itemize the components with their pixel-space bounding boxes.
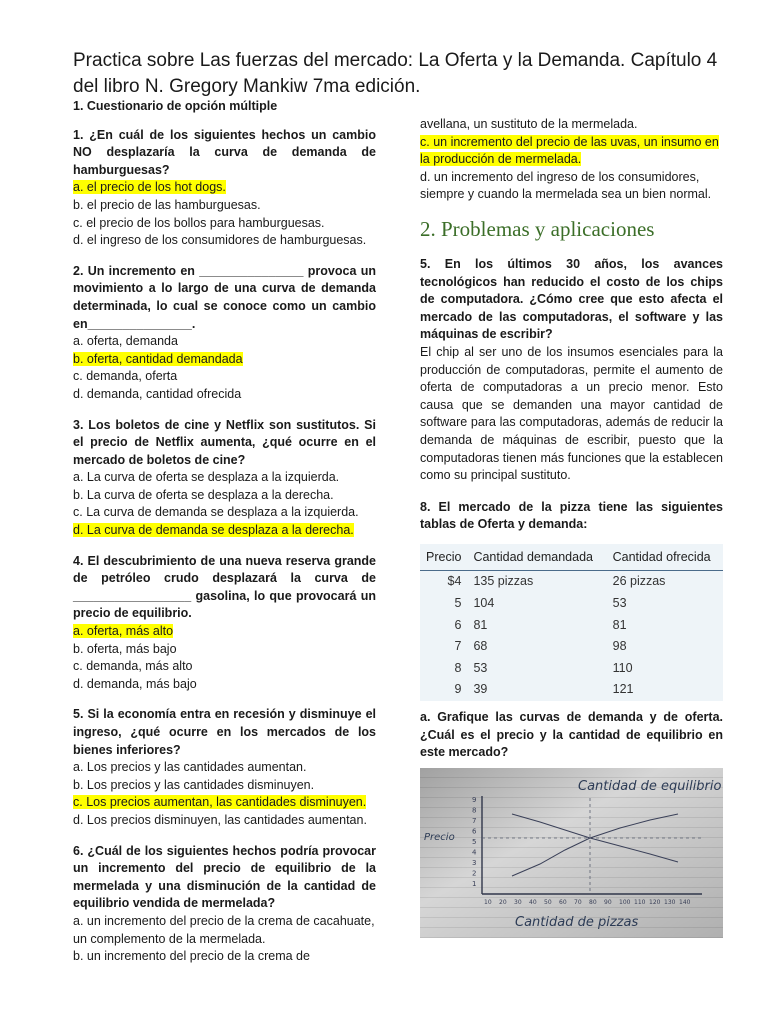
x-tick-label: 10 xyxy=(484,898,492,906)
question-1 xyxy=(73,127,376,250)
correct-option: b. oferta, cantidad demandada xyxy=(73,351,243,366)
table-row xyxy=(420,615,723,637)
option: d. Los precios disminuyen, las cantidades aumentan. xyxy=(73,812,367,827)
option: a. oferta, demanda xyxy=(73,334,178,349)
option: b. La curva de oferta se desplaza a la derecha. xyxy=(73,487,334,502)
question-text: 3. Los boletos de cine y Netflix son sustitutos. Si el precio de Netflix aumenta, ¿qué ocurre en el mercado de boletos de cine? xyxy=(73,417,376,467)
table-cell: 39 xyxy=(473,682,488,697)
table-cell: 135 pizzas xyxy=(473,574,534,589)
x-tick-label: 60 xyxy=(559,898,567,906)
question-6 xyxy=(73,843,376,966)
question-5 xyxy=(73,706,376,829)
table-cell: 68 xyxy=(473,639,488,654)
table-cell: $4 xyxy=(447,574,462,589)
option: a. Los precios y las cantidades aumentan. xyxy=(73,760,307,775)
table-row xyxy=(420,636,723,658)
option xyxy=(73,623,376,641)
table-cell: 7 xyxy=(454,639,462,654)
option: avellana, un sustituto de la mermelada. xyxy=(420,117,638,131)
x-tick-label: 80 xyxy=(589,898,597,906)
table-cell: 53 xyxy=(612,596,627,611)
x-tick-label: 30 xyxy=(514,898,522,906)
table-cell: 26 pizzas xyxy=(612,574,666,589)
option: c. La curva de demanda se desplaza a la izquierda. xyxy=(73,505,359,520)
table-row xyxy=(420,593,723,615)
option xyxy=(73,351,376,369)
section-2-heading: 2. Problemas y aplicaciones xyxy=(420,216,655,241)
pizza-table xyxy=(420,544,723,701)
table-cell: 121 xyxy=(612,682,634,697)
table-cell: 98 xyxy=(612,639,627,654)
option: d. demanda, más bajo xyxy=(73,676,197,691)
left-column xyxy=(73,98,376,979)
table-cell: 104 xyxy=(473,596,495,611)
question-text: 2. Un incremento en _______________ provoca un movimiento a lo largo de una curva de demanda determinada, lo cual se conoce como un cambio en_______________. xyxy=(73,263,376,331)
option: b. Los precios y las cantidades disminuyen. xyxy=(73,777,315,792)
handwritten-graph-photo xyxy=(420,768,723,938)
x-tick-label: 100 xyxy=(619,898,631,906)
page-title: Practica sobre Las fuerzas del mercado: La Oferta y la Demanda. Capítulo 4 del libro N. Gregory Mankiw 7ma edición. xyxy=(73,50,718,97)
y-tick-label: 9 xyxy=(472,795,477,804)
section-1-heading: 1. Cuestionario de opción múltiple xyxy=(73,99,278,113)
table-row xyxy=(420,658,723,680)
question-3 xyxy=(73,417,376,540)
table-cell: 5 xyxy=(454,596,462,611)
x-tick-label: 70 xyxy=(574,898,582,906)
correct-option: d. La curva de demanda se desplaza a la derecha. xyxy=(73,523,354,538)
correct-option: a. el precio de los hot dogs. xyxy=(73,180,226,195)
option: c. demanda, más alto xyxy=(73,659,193,674)
table-cell: 9 xyxy=(454,682,462,697)
question-text: 6. ¿Cuál de los siguientes hechos podría provocar un incremento del precio de equilibrio de la mermelada y una disminución de la cantidad de equilibrio vendida de mermelada? xyxy=(73,843,376,911)
x-tick-label: 120 xyxy=(649,898,661,906)
x-tick-label: 140 xyxy=(679,898,691,906)
x-tick-label: 90 xyxy=(604,898,612,906)
question-2 xyxy=(73,263,376,404)
question-text: 5. Si la economía entra en recesión y disminuye el ingreso, ¿qué ocurre en los mercados de los bienes inferiores? xyxy=(73,707,376,757)
table-cell: 6 xyxy=(454,617,462,632)
table-row xyxy=(420,571,723,593)
y-tick-labels xyxy=(472,796,477,888)
y-tick-label: 4 xyxy=(472,848,477,857)
problem-5-question: 5. En los últimos 30 años, los avances tecnológicos han reducido el costo de los chips de computadora. ¿Cómo cree que esto afecta el mercado de las computadoras, el software y las máquinas de escribir? xyxy=(420,256,723,342)
table-header-row xyxy=(420,544,723,571)
option: a. un incremento del precio de la crema de cacahuate, un complemento de la mermelada. xyxy=(73,913,375,946)
option: c. el precio de los bollos para hamburguesas. xyxy=(73,215,325,230)
correct-option: c. Los precios aumentan, las cantidades disminuyen. xyxy=(73,795,367,810)
column-header: Cantidad demandada xyxy=(467,544,606,571)
option: a. La curva de oferta se desplaza a la izquierda. xyxy=(73,470,340,485)
y-tick-label: 7 xyxy=(472,816,477,825)
question-4 xyxy=(73,553,376,694)
option xyxy=(73,179,376,197)
problem-8-part-a: a. Grafique las curvas de demanda y de oferta. ¿Cuál es el precio y la cantidad de equilibrio en este mercado? xyxy=(420,710,723,760)
y-tick-label: 8 xyxy=(472,806,477,815)
option: b. oferta, más bajo xyxy=(73,641,177,656)
table-cell: 81 xyxy=(612,617,627,632)
option: b. un incremento del precio de la crema de xyxy=(73,949,310,964)
x-tick-label: 110 xyxy=(634,898,646,906)
option: d. el ingreso de los consumidores de hamburguesas. xyxy=(73,233,367,248)
option: c. demanda, oferta xyxy=(73,369,178,384)
column-header: Precio xyxy=(420,544,467,571)
graph-label-top: Cantidad de equilibrio xyxy=(578,778,722,794)
graph-label-x: Cantidad de pizzas xyxy=(515,914,639,930)
problem-5-answer: El chip al ser uno de los insumos esenciales para la producción de computadoras, permite el aumento de oferta de computadoras a un precio menor. Esto causa que se demanden una mayor cantidad de software para las computadoras, además de reducir la demanda de máquinas de escribir, puesto que la computadoras tienen más funciones que la establecen como su principal sustituto. xyxy=(420,344,723,483)
x-tick-label: 40 xyxy=(529,898,537,906)
pizza-table-image xyxy=(420,544,723,701)
graph-label-y: Precio xyxy=(424,831,455,843)
problem-8-question: 8. El mercado de la pizza tiene las siguientes tablas de Oferta y demanda: xyxy=(420,499,723,532)
x-tick-label: 20 xyxy=(499,898,507,906)
right-column xyxy=(420,116,723,938)
option: b. el precio de las hamburguesas. xyxy=(73,197,261,212)
y-tick-label: 6 xyxy=(472,827,477,836)
option: d. demanda, cantidad ofrecida xyxy=(73,386,242,401)
correct-option: c. un incremento del precio de las uvas, un insumo en la producción de mermelada. xyxy=(420,134,719,167)
table-cell: 110 xyxy=(612,660,633,675)
table-cell: 81 xyxy=(473,617,488,632)
correct-option: a. oferta, más alto xyxy=(73,624,174,639)
y-tick-label: 2 xyxy=(472,869,477,878)
column-header: Cantidad ofrecida xyxy=(607,544,723,571)
option: d. un incremento del ingreso de los consumidores, siempre y cuando la mermelada sea un bien normal. xyxy=(420,169,712,202)
question-text: 4. El descubrimiento de una nueva reserva grande de petróleo crudo desplazará la curva de _________________ gasolina, lo que provocará un precio de equilibrio. xyxy=(73,553,376,621)
table-cell: 8 xyxy=(454,660,462,675)
question-text: 1. ¿En cuál de los siguientes hechos un cambio NO desplazaría la curva de demanda de hamburguesas? xyxy=(73,127,376,177)
option xyxy=(73,522,376,540)
table-cell: 53 xyxy=(473,660,488,675)
y-tick-label: 3 xyxy=(472,858,477,867)
table-row xyxy=(420,679,723,701)
x-tick-label: 50 xyxy=(544,898,552,906)
option xyxy=(73,794,376,812)
handwritten-graph xyxy=(420,768,723,938)
option xyxy=(420,134,723,169)
y-tick-label: 1 xyxy=(472,879,477,888)
x-tick-label: 130 xyxy=(664,898,676,906)
y-tick-label: 5 xyxy=(472,837,477,846)
